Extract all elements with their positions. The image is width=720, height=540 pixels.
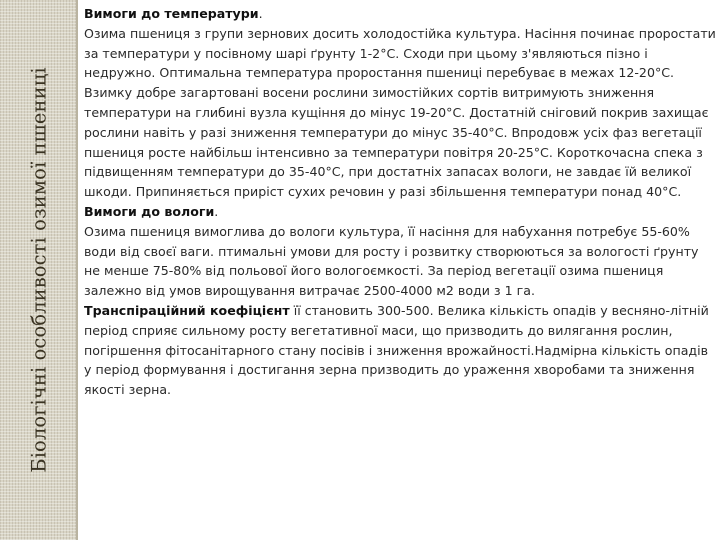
temperature-paragraph	[84, 4, 716, 24]
transpiration-paragraph	[84, 301, 716, 400]
temperature-heading-tail: .	[258, 6, 263, 21]
moisture-heading: Вимоги до вологи	[84, 203, 215, 219]
moisture-heading-tail: .	[214, 203, 219, 219]
temperature-text: Озима пшениця з групи зернових досить холодостійка культура. Насіння починає проростати за температури у посівному шарі ґрунту 1-2°С. Сходи при цьому з'являються пізно і недружно. Оптимальна температура проростання пшениці перебуває в межах 12-20°С. Взимку добре загартовані восени рослини зимостійких сортів витримують зниження температури на глибині вузла кущіння до мінус 19-20°С. Достатній сніговий покрив захищає рослини навіть у разі зниження температури до мінус 35-40°С. Впродовж усіх фаз вегетації пшениця росте найбільш інтенсивно за температури повітря 20-25°С. Короткочасна спека з підвищенням температури до 35-40°С, при достатніх запасах вологи, не завдає їй великої шкоди. Припиняється приріст сухих речовин у разі збільшення температури понад 40°С.	[84, 25, 716, 200]
transpiration-heading: Транспіраційний коефіцієнт	[84, 302, 290, 318]
moisture-text: Озима пшениця вимоглива до вологи культура, її насіння для набухання потребує 55-60% води від своєї ваги. птимальні умови для росту і розвитку створюються за вологості ґрунту не менше 75-80% від польової його вологоємкості. За період вегетації озима пшениця залежно від умов вирощування витрачає 2500-4000 м2 води з 1 га.	[84, 223, 699, 299]
transpiration-text: її становить 300-500. Велика кількість опадів у весняно-літній період сприяє сильному росту вегетативної маси, що призводить до вилягання рослин, погіршення фітосанітарного стану посівів і зниження врожайності.Надмірна кількість опадів у період формування і достигання зерна призводить до ураження хворобами та зниження якості зерна.	[84, 302, 709, 398]
moisture-paragraph	[84, 202, 716, 222]
temperature-heading: Вимоги до температури	[84, 6, 259, 21]
side-title-band	[0, 0, 78, 540]
side-title: Біологічні особливості озимої пшениці	[27, 67, 51, 473]
slide-body	[84, 4, 716, 400]
